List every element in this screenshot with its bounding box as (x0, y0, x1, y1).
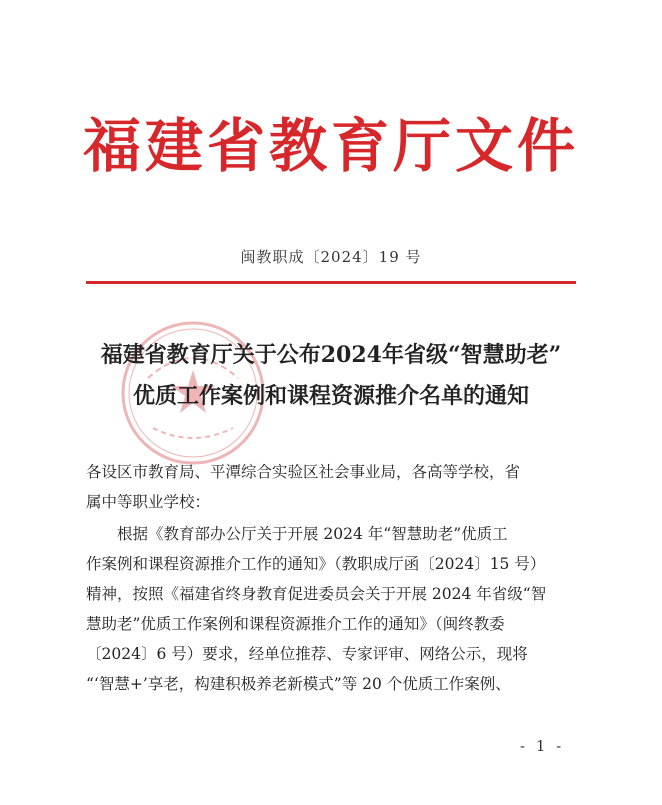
masthead-title: 福建省教育厅文件 (82, 112, 579, 180)
notice-title-line-1: 福建省教育厅关于公布2024年省级“智慧助老” (100, 342, 562, 368)
body-paragraph (86, 519, 586, 699)
body-line-3: 精神，按照《福建省终身教育促进委员会关于开展 2024 年省级“智 (86, 585, 547, 603)
red-divider-line (86, 281, 576, 284)
body-line-4: 慧助老”优质工作案例和课程资源推介工作的通知》（闽终教委 (86, 615, 505, 633)
recipients-line-2: 属中等职业学校： (86, 493, 211, 511)
document-number: 闽教职成〔2024〕19 号 (240, 248, 422, 266)
body-line-5: 〔2024〕6 号）要求，经单位推荐、专家评审、网络公示，现将 (86, 645, 528, 663)
recipients-paragraph (86, 457, 586, 517)
page-number: - 1 - (520, 737, 565, 755)
body-line-1: 根据《教育部办公厅关于开展 2024 年“智慧助老”优质工 (117, 525, 508, 543)
notice-title-line-2: 优质工作案例和课程资源推介名单的通知 (132, 383, 529, 409)
body-line-6: “‘智慧+’享老，构建积极养老新模式”等 20 个优质工作案例、 (86, 675, 511, 693)
body-line-2: 作案例和课程资源推介工作的通知》（教职成厅函〔2024〕15 号） (86, 555, 546, 573)
recipients-line-1: 各设区市教育局、平潭综合实验区社会事业局，各高等学校，省 (86, 463, 521, 481)
